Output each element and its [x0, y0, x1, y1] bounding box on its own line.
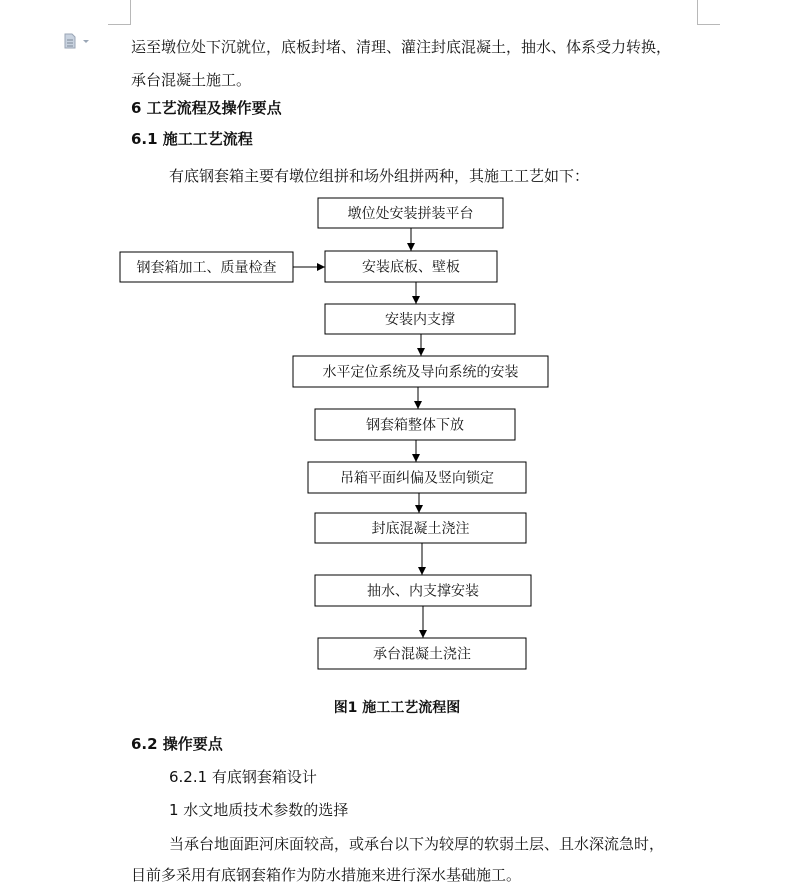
heading-6: 6 工艺流程及操作要点 [131, 99, 282, 117]
flow-step-6-label: 吊箱平面纠偏及竖向锁定 [340, 470, 494, 487]
flow-step-3 [325, 304, 515, 334]
flow-arrow-7 [418, 543, 426, 575]
flow-arrow-6 [415, 493, 423, 513]
flow-side-step [120, 252, 293, 282]
list-item-1: 1 水文地质技术参数的选择 [169, 801, 349, 819]
heading-6-1: 6.1 施工工艺流程 [131, 130, 253, 148]
heading-6-2: 6.2 操作要点 [131, 735, 223, 753]
flow-step-9 [318, 638, 526, 669]
flow-step-7 [315, 513, 526, 543]
subheading-6-2-1: 6.2.1 有底钢套箱设计 [169, 768, 317, 786]
flow-step-4 [293, 356, 548, 387]
flow-step-8 [315, 575, 531, 606]
flow-step-5-label: 钢套箱整体下放 [366, 417, 464, 434]
body-paragraph-line-1: 当承台地面距河床面较高，或承台以下为较厚的软弱土层、且水深流急时， [169, 835, 665, 853]
flow-arrow-side [293, 263, 325, 271]
flow-step-5 [315, 409, 515, 440]
flow-step-6 [308, 462, 526, 493]
flow-arrow-8 [419, 606, 427, 638]
figure-caption: 图1 施工工艺流程图 [333, 700, 461, 716]
flow-arrow-4 [414, 387, 422, 409]
flow-step-7-label: 封底混凝土浇注 [371, 521, 470, 537]
flow-step-3-label: 安装内支撑 [385, 312, 455, 328]
flow-side-step-label: 钢套箱加工、质量检查 [136, 260, 277, 276]
flow-step-8-label: 抽水、内支撑安装 [367, 583, 479, 600]
intro-line-2: 承台混凝土施工。 [131, 71, 252, 89]
flow-step-2 [325, 251, 497, 282]
flow-arrow-2 [412, 282, 420, 304]
intro-line-1: 运至墩位处下沉就位，底板封堵、清理、灌注封底混凝土，抽水、体系受力转换， [131, 38, 672, 56]
flow-step-4-label: 水平定位系统及导向系统的安装 [322, 364, 519, 381]
flow-arrow-5 [412, 440, 420, 462]
flow-arrow-3 [417, 334, 425, 356]
body-paragraph-line-2: 目前多采用有底钢套箱作为防水措施来进行深水基础施工。 [131, 866, 522, 884]
flow-intro-paragraph: 有底钢套箱主要有墩位组拼和场外组拼两种，其施工工艺如下： [169, 167, 590, 185]
flow-step-2-label: 安装底板、壁板 [362, 259, 460, 276]
flow-step-1-label: 墩位处安装拼装平台 [347, 206, 474, 222]
flow-step-1 [318, 198, 503, 228]
flow-arrow-1 [407, 228, 415, 251]
flow-step-9-label: 承台混凝土浇注 [373, 646, 471, 663]
